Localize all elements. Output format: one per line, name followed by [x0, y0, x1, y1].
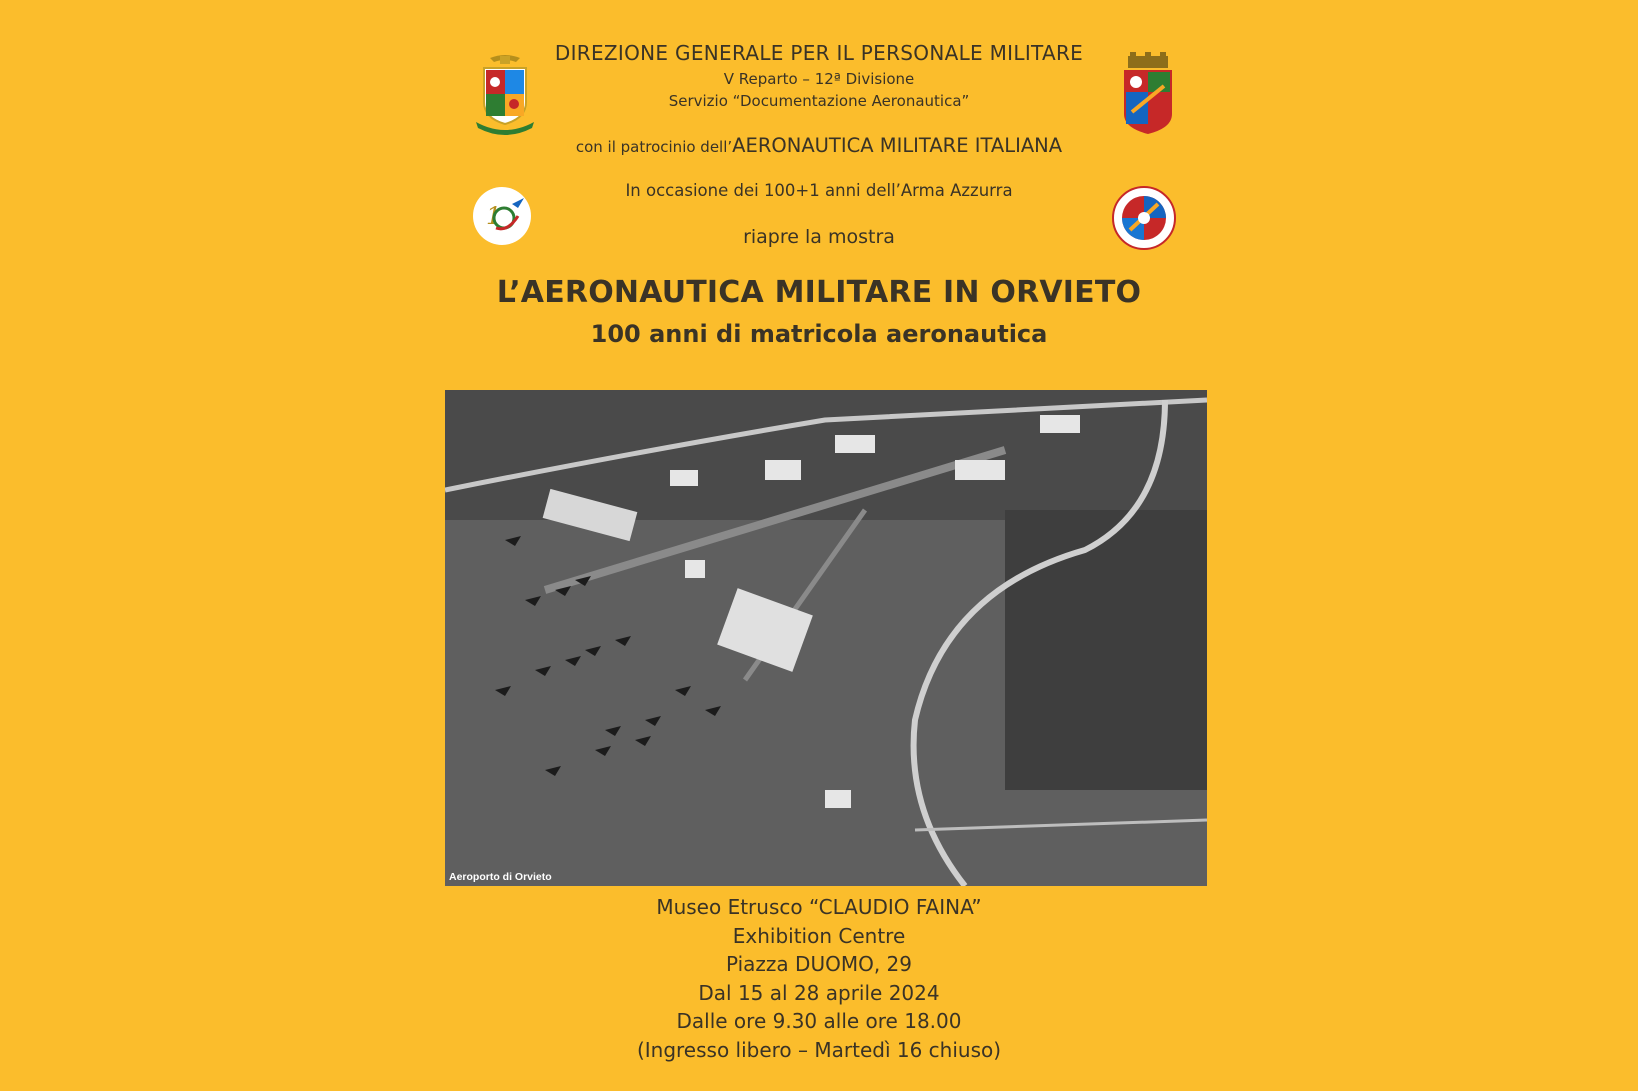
service-line: Servizio “Documentazione Aeronautica” [668, 92, 970, 110]
patronage-organization: AERONAUTICA MILITARE ITALIANA [732, 134, 1063, 157]
svg-text:1: 1 [486, 202, 502, 230]
patronage-line [0, 134, 1638, 157]
venue-info [0, 893, 1638, 1065]
aerial-photo-drawing [445, 390, 1207, 886]
aerial-photo-airport [445, 390, 1207, 886]
occasion-line: In occasione dei 100+1 anni dell’Arma Azzurra [625, 181, 1013, 200]
address: Piazza DUOMO, 29 [726, 952, 912, 977]
museum-name: Museo Etrusco “CLAUDIO FAINA” [656, 895, 982, 919]
reopens-line: riapre la mostra [743, 226, 895, 248]
patronage-prefix: con il patrocinio dell’ [575, 138, 733, 156]
photo-caption: Aeroporto di Orvieto [449, 871, 552, 883]
exhibition-title: L’AERONAUTICA MILITARE IN ORVIETO [496, 275, 1142, 310]
entry-note: (Ingresso libero – Martedì 16 chiuso) [636, 1037, 1002, 1062]
exhibition-centre: Exhibition Centre [732, 923, 906, 948]
opening-hours: Dalle ore 9.30 alle ore 18.00 [676, 1009, 962, 1034]
directorate-title: DIREZIONE GENERALE PER IL PERSONALE MILITARE [554, 41, 1084, 65]
date-range: Dal 15 al 28 aprile 2024 [698, 980, 940, 1005]
exhibition-subtitle: 100 anni di matricola aeronautica [590, 320, 1048, 348]
department-line: V Reparto – 12ª Divisione [723, 70, 915, 88]
